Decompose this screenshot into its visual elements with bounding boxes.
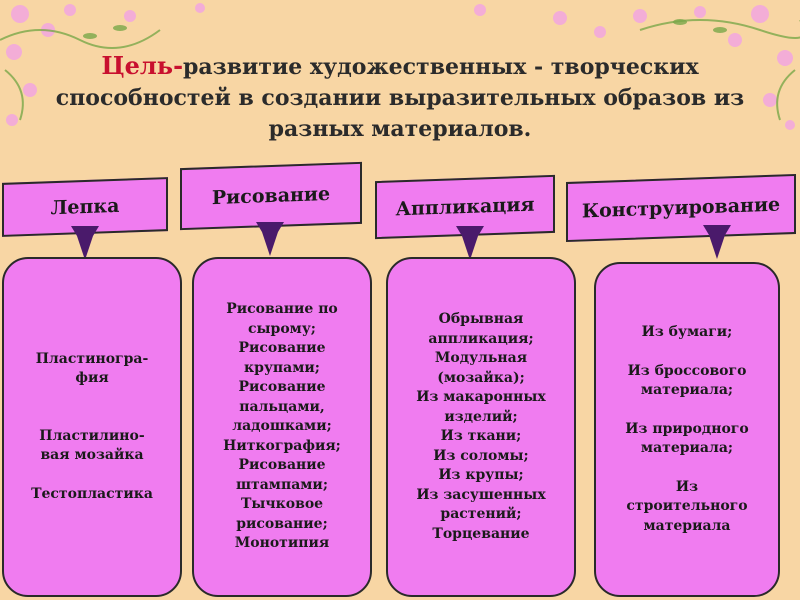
banner-lepka-label: Лепка: [50, 194, 120, 220]
banner-applikaciya-label: Аппликация: [395, 193, 535, 221]
list-item: Из бумаги;: [641, 324, 733, 340]
box-risovanie: [192, 257, 372, 597]
list-item: Обрывная: [438, 311, 524, 327]
list-item: вая мозайка: [40, 447, 144, 464]
box-applikaciya: [386, 257, 576, 597]
list-item: Из природного: [625, 420, 749, 437]
goal-text-line3: разных материалов.: [268, 116, 532, 142]
list-item: материала;: [640, 382, 734, 398]
list-item: Из засушенных: [416, 486, 546, 503]
list-item: Пластиногра-: [35, 350, 149, 367]
list-item: Из ткани;: [440, 428, 522, 444]
list-item: Рисование: [238, 340, 326, 357]
list-item: крупами;: [244, 359, 320, 376]
list-item: Из крупы;: [438, 467, 524, 483]
list-item: материала;: [640, 440, 734, 456]
list-item: Модульная: [434, 350, 528, 366]
goal-text-line2: способностей в создании выразительных образов из: [55, 85, 745, 111]
list-item: штампами;: [236, 476, 328, 493]
arrow-down-icon: [250, 222, 290, 258]
list-item: растений;: [440, 506, 522, 522]
arrow-down-icon: [697, 225, 737, 261]
list-item: рисование;: [236, 515, 328, 532]
list-item: Торцевание: [432, 525, 530, 542]
list-item: Рисование по: [226, 301, 338, 318]
list-item: Ниткография;: [223, 437, 341, 454]
list-item: Пластилино-: [39, 427, 145, 444]
list-item: изделий;: [444, 408, 518, 425]
list-item: Тестопластика: [31, 485, 153, 502]
list-item: Из броссового: [627, 362, 747, 379]
banner-konstruirovanie: [566, 174, 796, 242]
list-item: строительного: [626, 498, 748, 514]
list-item: Монотипия: [234, 535, 330, 552]
banner-konstruirovanie-label: Конструирование: [581, 193, 781, 223]
list-item: аппликация;: [428, 330, 534, 347]
list-item: фия: [75, 370, 109, 387]
list-item: Рисование: [238, 457, 326, 474]
list-item: (мозайка);: [437, 369, 525, 386]
banner-risovanie: [180, 162, 362, 230]
list-item: Из: [675, 478, 699, 495]
banner-risovanie-label: Рисование: [211, 182, 331, 210]
list-item: Тычковое: [240, 496, 324, 513]
list-item: сырому;: [248, 320, 316, 337]
list-item: Из соломы;: [433, 447, 529, 464]
box-lepka: [2, 257, 182, 597]
list-item: ладошками;: [232, 418, 332, 435]
box-konstruirovanie: [594, 262, 780, 597]
list-item: Рисование: [238, 379, 326, 396]
goal-text-line1: развитие художественных - творческих: [183, 54, 699, 80]
list-item: материала: [643, 517, 731, 534]
list-item: пальцами,: [239, 398, 325, 415]
goal-label: Цель-: [101, 51, 184, 80]
list-item: Из макаронных: [416, 389, 546, 405]
goal-statement: [40, 50, 760, 145]
